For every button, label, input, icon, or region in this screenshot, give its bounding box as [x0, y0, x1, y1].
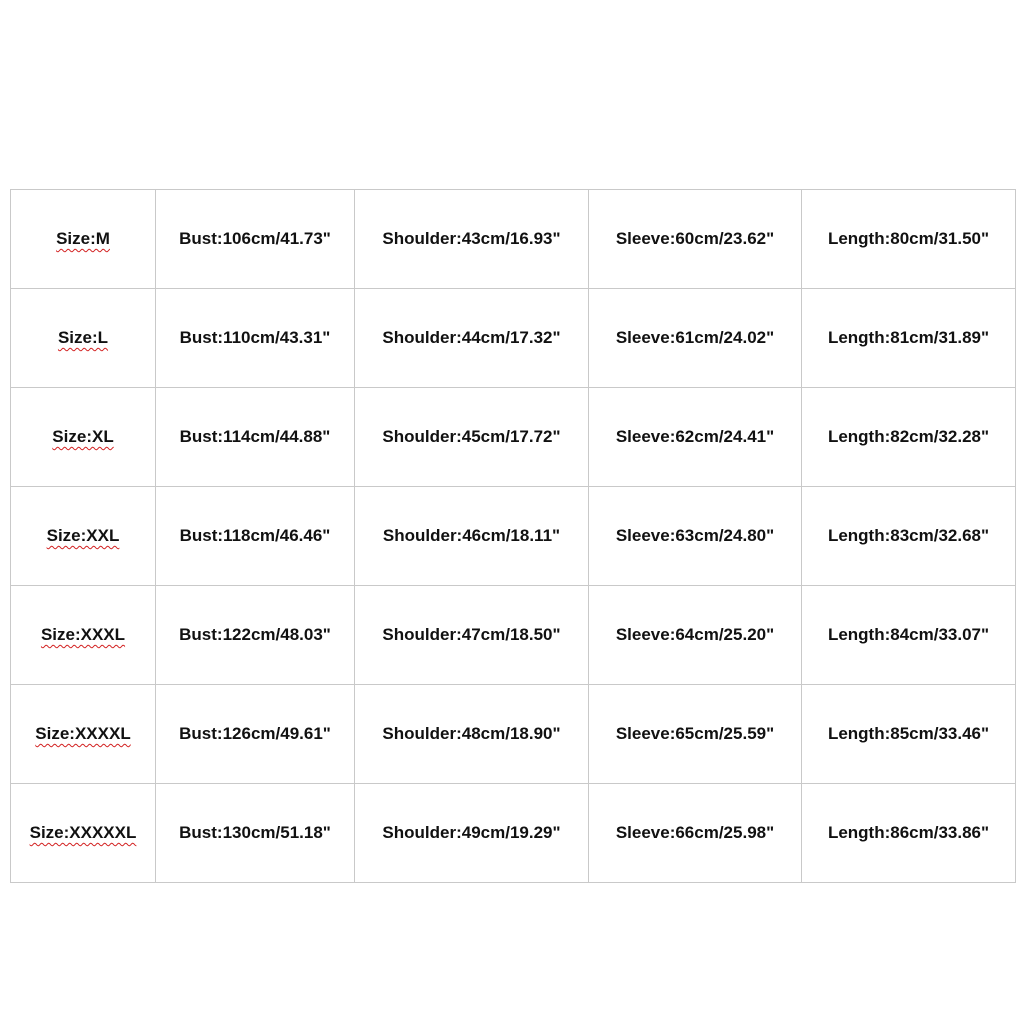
bust-cell: Bust:106cm/41.73"	[156, 190, 355, 289]
size-cell	[11, 487, 156, 586]
sleeve-cell: Sleeve:61cm/24.02"	[589, 289, 802, 388]
length-cell: Length:85cm/33.46"	[802, 685, 1016, 784]
size-row-xl	[11, 388, 1016, 487]
size-row-xxxl	[11, 586, 1016, 685]
length-cell: Length:86cm/33.86"	[802, 784, 1016, 883]
bust-cell: Bust:126cm/49.61"	[156, 685, 355, 784]
shoulder-cell: Shoulder:47cm/18.50"	[355, 586, 589, 685]
size-row-xxxxl	[11, 685, 1016, 784]
size-row-m	[11, 190, 1016, 289]
size-label: Size:L	[57, 328, 109, 347]
size-cell	[11, 784, 156, 883]
size-label: Size:XXXL	[40, 625, 126, 644]
size-label: Size:XXL	[46, 526, 120, 545]
size-row-xxxxxl	[11, 784, 1016, 883]
size-label: Size:XL	[52, 427, 114, 446]
length-cell: Length:80cm/31.50"	[802, 190, 1016, 289]
sleeve-cell: Sleeve:64cm/25.20"	[589, 586, 802, 685]
shoulder-cell: Shoulder:43cm/16.93"	[355, 190, 589, 289]
size-cell	[11, 388, 156, 487]
bust-cell: Bust:110cm/43.31"	[156, 289, 355, 388]
sleeve-cell: Sleeve:62cm/24.41"	[589, 388, 802, 487]
size-cell	[11, 289, 156, 388]
bust-cell: Bust:114cm/44.88"	[156, 388, 355, 487]
sleeve-cell: Sleeve:66cm/25.98"	[589, 784, 802, 883]
bust-cell: Bust:122cm/48.03"	[156, 586, 355, 685]
size-label: Size:XXXXL	[35, 724, 131, 743]
length-cell: Length:83cm/32.68"	[802, 487, 1016, 586]
size-cell	[11, 586, 156, 685]
size-chart-table	[10, 189, 1016, 883]
length-cell: Length:84cm/33.07"	[802, 586, 1016, 685]
size-cell	[11, 190, 156, 289]
length-cell: Length:81cm/31.89"	[802, 289, 1016, 388]
size-row-xxl	[11, 487, 1016, 586]
sleeve-cell: Sleeve:63cm/24.80"	[589, 487, 802, 586]
sleeve-cell: Sleeve:60cm/23.62"	[589, 190, 802, 289]
shoulder-cell: Shoulder:46cm/18.11"	[355, 487, 589, 586]
bust-cell: Bust:118cm/46.46"	[156, 487, 355, 586]
size-row-l	[11, 289, 1016, 388]
bust-cell: Bust:130cm/51.18"	[156, 784, 355, 883]
size-label: Size:M	[56, 229, 110, 248]
shoulder-cell: Shoulder:45cm/17.72"	[355, 388, 589, 487]
size-label: Size:XXXXXL	[29, 823, 137, 842]
size-cell	[11, 685, 156, 784]
sleeve-cell: Sleeve:65cm/25.59"	[589, 685, 802, 784]
shoulder-cell: Shoulder:44cm/17.32"	[355, 289, 589, 388]
length-cell: Length:82cm/32.28"	[802, 388, 1016, 487]
shoulder-cell: Shoulder:49cm/19.29"	[355, 784, 589, 883]
shoulder-cell: Shoulder:48cm/18.90"	[355, 685, 589, 784]
